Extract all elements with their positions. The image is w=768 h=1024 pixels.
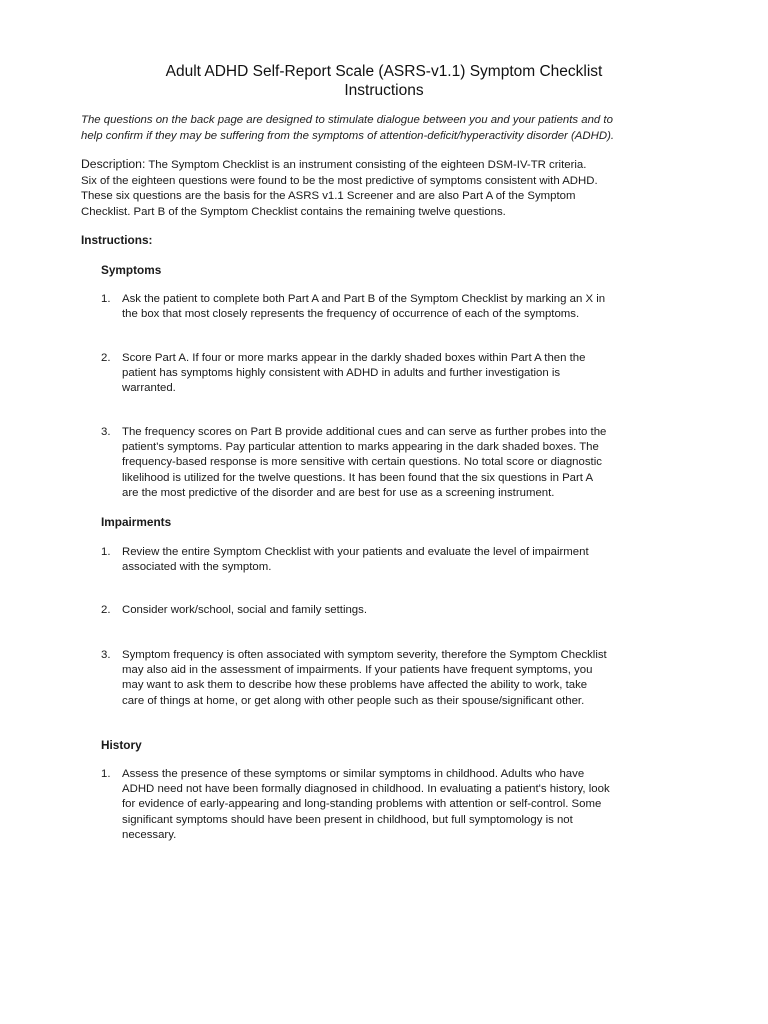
list-item-text: Consider work/school, social and family settings. (122, 604, 368, 616)
impairments-heading: Impairments (101, 515, 172, 529)
list-item-text: Symptom frequency is often associated with symptom severity, therefore the Symptom Checklist may also aid in the assessment of impairments. If your patients have frequent symptoms, you may want to ask them to describe how these problems have affected the ability to work, take care of things at home, or get along with other people such as their spouse/significant other. (122, 649, 607, 707)
list-number: 1. (101, 768, 111, 780)
list-item-text: Review the entire Symptom Checklist with your patients and evaluate the level of impairment associated with the symptom. (122, 546, 589, 574)
instructions-heading: Instructions: (81, 233, 153, 247)
list-number: 2. (101, 604, 111, 616)
description-text: The Symptom Checklist is an instrument consisting of the eighteen DSM-IV-TR criteria. Six of the eighteen questions were found to be the most predictive of symptoms consistent with ADHD. These six questions are the basis for the ASRS v1.1 Screener and are also Part A of the Symptom Checklist. Part B of the Symptom Checklist contains the remaining twelve questions. (81, 159, 598, 218)
list-number: 3. (101, 649, 111, 661)
intro-paragraph: The questions on the back page are designed to stimulate dialogue between you and your patients and to help confirm if they may be suffering from the symptoms of attention-deficit/hyperactivity disorder (ADHD). (81, 114, 615, 142)
document-title: Adult ADHD Self-Report Scale (ASRS-v1.1) Symptom Checklist (165, 63, 603, 80)
list-number: 3. (101, 426, 111, 438)
list-number: 1. (101, 546, 111, 558)
list-item-text: Score Part A. If four or more marks appear in the darkly shaded boxes within Part A then the patient has symptoms highly consistent with ADHD in adults and further investigation is warranted. (122, 352, 586, 395)
description-paragraph (81, 157, 601, 220)
description-label: Description: (81, 157, 146, 171)
list-number: 1. (101, 293, 111, 305)
history-heading: History (101, 738, 142, 752)
document-subtitle: Instructions (344, 82, 424, 99)
list-item-text: Ask the patient to complete both Part A and Part B of the Symptom Checklist by marking an X in the box that most closely represents the frequency of occurrence of each of the symptoms. (122, 293, 606, 321)
list-item-text: The frequency scores on Part B provide additional cues and can serve as further probes into the patient's symptoms. Pay particular attention to marks appearing in the dark shaded boxes. The frequency-based response is more sensitive with certain questions. No total score or diagnostic likelihood is utilized for the twelve questions. It has been found that the six questions in Part A are the most predictive of the disorder and are best for use as a screening instrument. (122, 426, 607, 499)
list-item-text: Assess the presence of these symptoms or similar symptoms in childhood. Adults who have ADHD need not have been formally diagnosed in childhood. In evaluating a patient's history, look for evidence of early-appearing and long-standing problems with attention or self-control. Some significant symptoms should have been present in childhood, but full symptomology is not necessary. (122, 768, 610, 841)
symptoms-heading: Symptoms (101, 263, 162, 277)
list-number: 2. (101, 352, 111, 364)
